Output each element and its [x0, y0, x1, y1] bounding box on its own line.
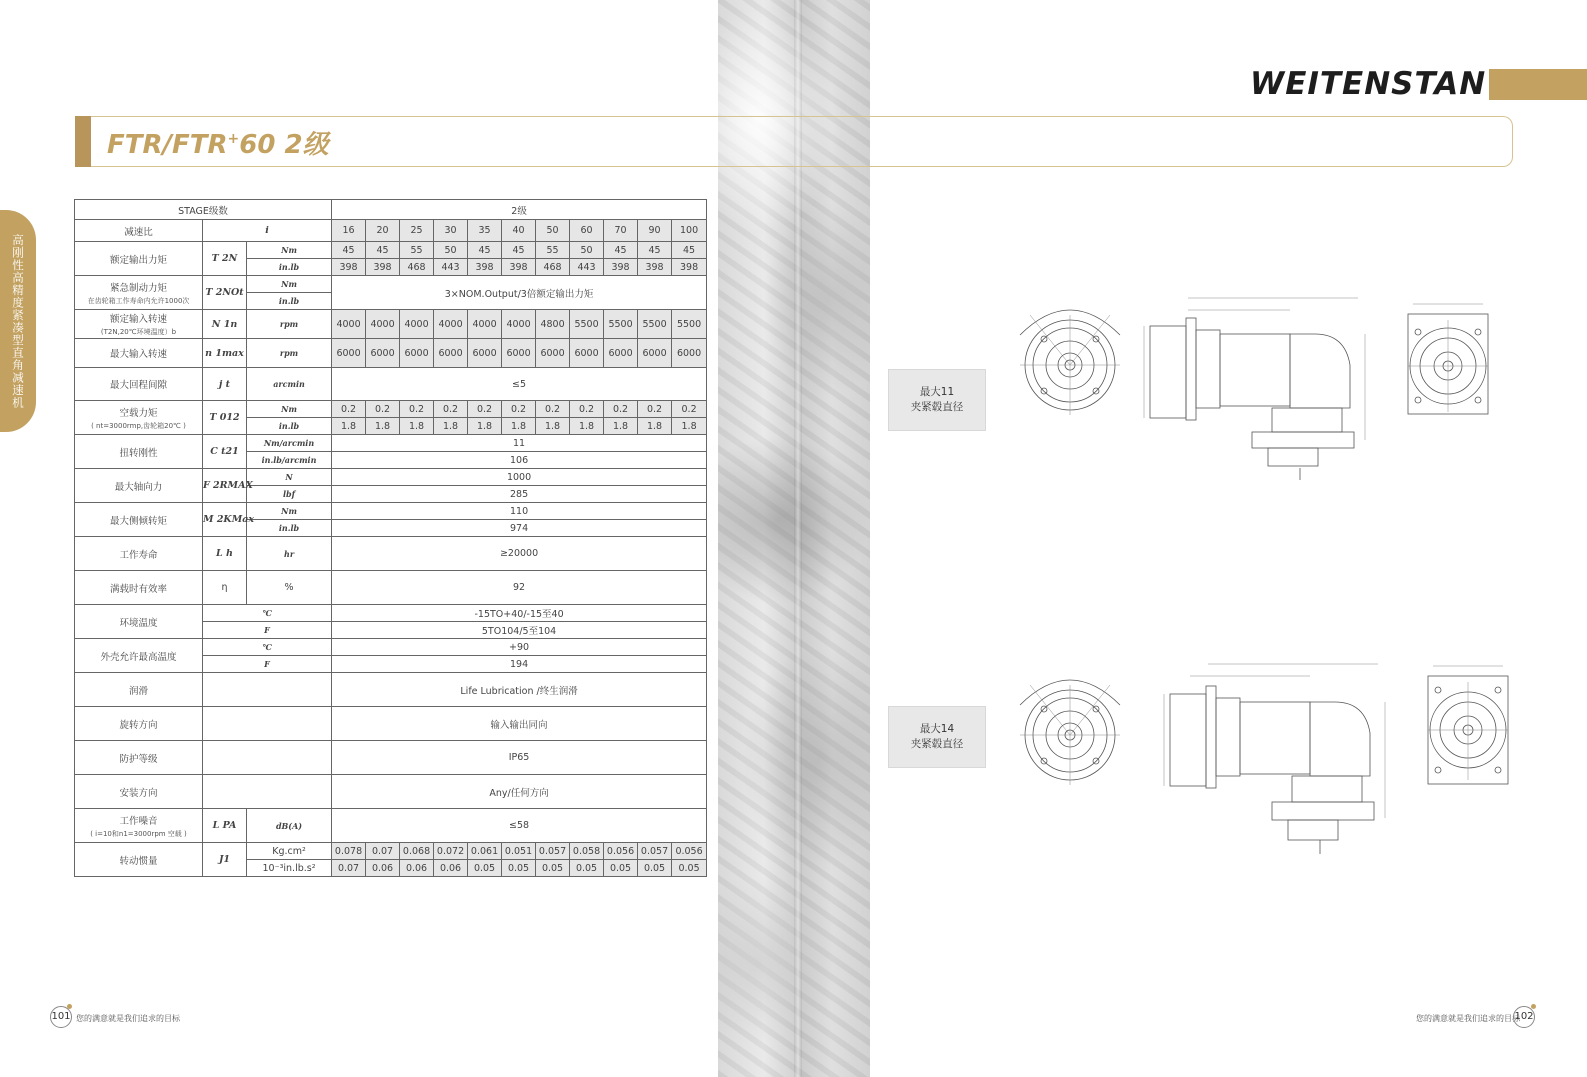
- backlash-symbol: j t: [203, 368, 247, 401]
- torque-inlb-cell: 398: [332, 259, 366, 276]
- unit-cell: rpm: [247, 310, 332, 339]
- clamp-max-size: 最大14: [919, 723, 955, 735]
- ratio-cell: 35: [468, 220, 502, 242]
- empty-cell: [203, 741, 332, 775]
- max-speed-symbol: n 1max: [203, 339, 247, 368]
- ratio-cell: 70: [604, 220, 638, 242]
- inertia-inlb-cell: 0.05: [604, 860, 638, 877]
- no-load-torque-note: ( nt=3000rmp,齿轮箱20℃ ): [91, 421, 186, 430]
- torque-inlb-cell: 443: [570, 259, 604, 276]
- unit-cell: dB(A): [247, 809, 332, 843]
- torque-nm-cell: 50: [570, 242, 604, 259]
- inertia-kg-cell: 0.056: [672, 843, 707, 860]
- table-row: [75, 200, 707, 220]
- flange-front-view-drawing: [1010, 665, 1130, 805]
- rated-speed-cell: 4000: [400, 310, 434, 339]
- stage-value: 2级: [332, 200, 707, 220]
- clamp-caption: 夹紧毂直径: [910, 401, 964, 413]
- title-accent: [75, 116, 91, 167]
- inertia-kg-cell: 0.058: [570, 843, 604, 860]
- inertia-kg-cell: 0.068: [400, 843, 434, 860]
- footer-slogan-left: 您的满意就是我们追求的目标: [76, 1014, 180, 1023]
- rotation-label: 旋转方向: [75, 707, 203, 741]
- unit-cell: Nm: [247, 503, 332, 520]
- unit-cell: F: [203, 622, 332, 639]
- title-model: FTR/FTR: [107, 130, 228, 160]
- no-load-torque-symbol: T 012: [203, 401, 247, 435]
- flange-rear-view-drawing: [1418, 662, 1518, 802]
- unit-cell: in.lb: [247, 259, 332, 276]
- unit-cell: Nm: [247, 401, 332, 418]
- unit-cell: Nm: [247, 276, 332, 293]
- inertia-kg-cell: 0.07: [366, 843, 400, 860]
- clamp-hub-label-11: [888, 369, 986, 431]
- stiffness-value-1: 11: [332, 435, 707, 452]
- axial-force-symbol: F 2RMAX: [203, 469, 247, 503]
- stiffness-symbol: C t21: [203, 435, 247, 469]
- no-load-nm-cell: 0.2: [468, 401, 502, 418]
- protection-label: 防护等级: [75, 741, 203, 775]
- unit-cell: ℃: [203, 639, 332, 656]
- emergency-torque-label: [75, 276, 203, 310]
- unit-cell: lbf: [247, 486, 332, 503]
- ratio-cell: 25: [400, 220, 434, 242]
- inertia-inlb-cell: 0.06: [366, 860, 400, 877]
- table-row: [75, 843, 707, 860]
- rated-speed-cell: 4000: [468, 310, 502, 339]
- lubrication-value: Life Lubrication /终生润滑: [332, 673, 707, 707]
- table-row: [75, 639, 707, 656]
- tilting-moment-value-1: 110: [332, 503, 707, 520]
- unit-cell: in.lb: [247, 293, 332, 310]
- stage-label: STAGE级数: [75, 200, 332, 220]
- rated-torque-symbol: T 2N: [203, 242, 247, 276]
- no-load-inlb-cell: 1.8: [672, 418, 707, 435]
- max-speed-cell: 6000: [570, 339, 604, 368]
- torque-inlb-cell: 398: [604, 259, 638, 276]
- table-row: [75, 503, 707, 520]
- ratio-cell: 16: [332, 220, 366, 242]
- torque-inlb-cell: 443: [434, 259, 468, 276]
- side-tab-label: 高刚性高精度紧凑型直角减速机: [11, 233, 25, 409]
- no-load-inlb-cell: 1.8: [434, 418, 468, 435]
- inertia-inlb-cell: 0.05: [570, 860, 604, 877]
- torque-inlb-cell: 398: [672, 259, 707, 276]
- table-row: [75, 368, 707, 401]
- ratio-label: 减速比: [75, 220, 203, 242]
- noise-value: ≤58: [332, 809, 707, 843]
- brand-logo: WEITENSTAN: [1250, 66, 1487, 102]
- table-row: [75, 537, 707, 571]
- torque-nm-cell: 55: [400, 242, 434, 259]
- no-load-inlb-cell: 1.8: [468, 418, 502, 435]
- max-speed-cell: 6000: [366, 339, 400, 368]
- lubrication-label: 润滑: [75, 673, 203, 707]
- table-row: [75, 435, 707, 452]
- unit-cell: F: [203, 656, 332, 673]
- no-load-nm-cell: 0.2: [536, 401, 570, 418]
- unit-cell: Nm/arcmin: [247, 435, 332, 452]
- empty-cell: [203, 673, 332, 707]
- no-load-torque-label: [75, 401, 203, 435]
- title-sup: +: [227, 131, 240, 147]
- mounting-label: 安装方向: [75, 775, 203, 809]
- no-load-torque-title: 空载力矩: [119, 407, 158, 419]
- rated-speed-cell: 4800: [536, 310, 570, 339]
- table-row: [75, 809, 707, 843]
- emergency-torque-symbol: T 2NOt: [203, 276, 247, 310]
- torque-inlb-cell: 468: [400, 259, 434, 276]
- flange-rear-view-drawing: [1398, 300, 1498, 420]
- ratio-cell: 90: [638, 220, 672, 242]
- tilting-moment-symbol: M 2KMax: [203, 503, 247, 537]
- inertia-inlb-cell: 0.07: [332, 860, 366, 877]
- inertia-inlb-cell: 0.06: [400, 860, 434, 877]
- table-row: [75, 401, 707, 418]
- inertia-kg-cell: 0.056: [604, 843, 638, 860]
- max-speed-cell: 6000: [672, 339, 707, 368]
- noise-label: [75, 809, 203, 843]
- inertia-inlb-cell: 0.05: [638, 860, 672, 877]
- ratio-cell: 100: [672, 220, 707, 242]
- inertia-label: 转动惯量: [75, 843, 203, 877]
- ambient-temp-value-1: -15TO+40/-15至40: [332, 605, 707, 622]
- unit-cell: ℃: [203, 605, 332, 622]
- ratio-cell: 40: [502, 220, 536, 242]
- table-row: [75, 242, 707, 259]
- ratio-cell: 60: [570, 220, 604, 242]
- backlash-label: 最大回程间隙: [75, 368, 203, 401]
- no-load-nm-cell: 0.2: [638, 401, 672, 418]
- max-speed-cell: 6000: [468, 339, 502, 368]
- inertia-inlb-cell: 0.05: [536, 860, 570, 877]
- no-load-nm-cell: 0.2: [366, 401, 400, 418]
- rated-torque-label: 额定输出力矩: [75, 242, 203, 276]
- rotation-value: 输入输出同向: [332, 707, 707, 741]
- inertia-inlb-cell: 0.05: [672, 860, 707, 877]
- footer-slogan-right: 您的满意就是我们追求的目标: [1416, 1014, 1520, 1023]
- rated-speed-cell: 4000: [366, 310, 400, 339]
- axial-force-value-2: 285: [332, 486, 707, 503]
- table-row: [75, 741, 707, 775]
- rated-speed-cell: 5500: [604, 310, 638, 339]
- backlash-value: ≤5: [332, 368, 707, 401]
- torque-nm-cell: 45: [672, 242, 707, 259]
- ratio-cell: 50: [536, 220, 570, 242]
- torque-inlb-cell: 398: [366, 259, 400, 276]
- emergency-torque-title: 紧急制动力矩: [109, 282, 167, 294]
- no-load-nm-cell: 0.2: [672, 401, 707, 418]
- max-speed-cell: 6000: [434, 339, 468, 368]
- efficiency-label: 满载时有效率: [75, 571, 203, 605]
- no-load-inlb-cell: 1.8: [366, 418, 400, 435]
- spec-table: [74, 199, 707, 877]
- no-load-inlb-cell: 1.8: [604, 418, 638, 435]
- axial-force-value-1: 1000: [332, 469, 707, 486]
- torque-nm-cell: 45: [332, 242, 366, 259]
- noise-title: 工作噪音: [119, 815, 158, 827]
- flange-front-view-drawing: [1010, 295, 1130, 435]
- ambient-temp-value-2: 5TO104/5至104: [332, 622, 707, 639]
- no-load-inlb-cell: 1.8: [536, 418, 570, 435]
- inertia-kg-cell: 0.051: [502, 843, 536, 860]
- clamp-caption: 夹紧毂直径: [910, 738, 964, 750]
- efficiency-symbol: η: [203, 571, 247, 605]
- mounting-value: Any/任何方向: [332, 775, 707, 809]
- ratio-cell: 20: [366, 220, 400, 242]
- max-housing-temp-value-2: 194: [332, 656, 707, 673]
- emergency-torque-note: 在齿轮箱工作寿命内允许1000次: [87, 296, 190, 305]
- inertia-kg-cell: 0.078: [332, 843, 366, 860]
- inertia-inlb-cell: 0.06: [434, 860, 468, 877]
- page-number-dot: [1531, 1004, 1536, 1009]
- no-load-inlb-cell: 1.8: [502, 418, 536, 435]
- stiffness-label: 扭转刚性: [75, 435, 203, 469]
- side-category-tab: [0, 210, 36, 432]
- no-load-nm-cell: 0.2: [570, 401, 604, 418]
- torque-nm-cell: 55: [536, 242, 570, 259]
- table-row: [75, 571, 707, 605]
- max-speed-label: 最大输入转速: [75, 339, 203, 368]
- unit-cell: in.lb: [247, 418, 332, 435]
- ratio-cell: 30: [434, 220, 468, 242]
- inertia-kg-cell: 0.061: [468, 843, 502, 860]
- inertia-inlb-cell: 0.05: [468, 860, 502, 877]
- axial-force-label: 最大轴向力: [75, 469, 203, 503]
- side-section-drawing: [1140, 290, 1380, 480]
- table-row: [75, 707, 707, 741]
- title-rest: 60 2级: [239, 130, 329, 160]
- table-row: [75, 469, 707, 486]
- table-row: [75, 339, 707, 368]
- max-speed-cell: 6000: [400, 339, 434, 368]
- clamp-max-size: 最大11: [919, 386, 955, 398]
- torque-nm-cell: 45: [604, 242, 638, 259]
- life-symbol: L h: [203, 537, 247, 571]
- rated-speed-note: (T2N,20℃环境温度）b: [100, 328, 177, 336]
- page-number-left: 101: [50, 1006, 72, 1028]
- torque-inlb-cell: 468: [536, 259, 570, 276]
- stiffness-value-2: 106: [332, 452, 707, 469]
- efficiency-value: 92: [332, 571, 707, 605]
- table-row: [75, 220, 707, 242]
- rated-speed-cell: 5500: [638, 310, 672, 339]
- table-row: [75, 775, 707, 809]
- table-row: [75, 310, 707, 339]
- max-housing-temp-label: 外壳允许最高温度: [75, 639, 203, 673]
- table-row: [75, 276, 707, 293]
- torque-inlb-cell: 398: [638, 259, 672, 276]
- torque-inlb-cell: 398: [502, 259, 536, 276]
- no-load-inlb-cell: 1.8: [400, 418, 434, 435]
- inertia-symbol: J1: [203, 843, 247, 877]
- inertia-kg-cell: 0.057: [536, 843, 570, 860]
- side-section-drawing: [1160, 658, 1400, 858]
- life-value: ≥20000: [332, 537, 707, 571]
- max-housing-temp-value-1: +90: [332, 639, 707, 656]
- rated-speed-cell: 4000: [502, 310, 536, 339]
- unit-cell: Nm: [247, 242, 332, 259]
- torque-nm-cell: 45: [366, 242, 400, 259]
- no-load-nm-cell: 0.2: [502, 401, 536, 418]
- rated-speed-label: [75, 310, 203, 339]
- no-load-nm-cell: 0.2: [400, 401, 434, 418]
- tilting-moment-label: 最大侧倾转矩: [75, 503, 203, 537]
- table-row: [75, 605, 707, 622]
- unit-cell: 10⁻³in.lb.s²: [247, 860, 332, 877]
- unit-cell: rpm: [247, 339, 332, 368]
- torque-nm-cell: 50: [434, 242, 468, 259]
- unit-cell: hr: [247, 537, 332, 571]
- unit-cell: in.lb: [247, 520, 332, 537]
- rated-speed-cell: 5500: [672, 310, 707, 339]
- max-speed-cell: 6000: [502, 339, 536, 368]
- clamp-hub-label-14: [888, 706, 986, 768]
- ambient-temp-label: 环境温度: [75, 605, 203, 639]
- emergency-torque-value: 3×NOM.Output/3倍额定输出力矩: [332, 276, 707, 310]
- tilting-moment-value-2: 974: [332, 520, 707, 537]
- inertia-kg-cell: 0.072: [434, 843, 468, 860]
- rated-speed-cell: 4000: [434, 310, 468, 339]
- noise-symbol: L PA: [203, 809, 247, 843]
- unit-cell: arcmin: [247, 368, 332, 401]
- max-speed-cell: 6000: [638, 339, 672, 368]
- no-load-nm-cell: 0.2: [434, 401, 468, 418]
- max-speed-cell: 6000: [332, 339, 366, 368]
- inertia-kg-cell: 0.057: [638, 843, 672, 860]
- page-number-dot: [67, 1004, 72, 1009]
- empty-cell: [203, 707, 332, 741]
- torque-nm-cell: 45: [638, 242, 672, 259]
- unit-cell: Kg.cm²: [247, 843, 332, 860]
- no-load-inlb-cell: 1.8: [570, 418, 604, 435]
- no-load-nm-cell: 0.2: [332, 401, 366, 418]
- page-title: [107, 124, 329, 161]
- noise-note: ( i=10和n1=3000rpm 空载 ): [90, 829, 187, 838]
- no-load-inlb-cell: 1.8: [332, 418, 366, 435]
- inertia-inlb-cell: 0.05: [502, 860, 536, 877]
- ratio-symbol: i: [203, 220, 332, 242]
- rated-speed-symbol: N 1n: [203, 310, 247, 339]
- rated-speed-cell: 4000: [332, 310, 366, 339]
- max-speed-cell: 6000: [604, 339, 638, 368]
- rated-speed-cell: 5500: [570, 310, 604, 339]
- no-load-nm-cell: 0.2: [604, 401, 638, 418]
- max-speed-cell: 6000: [536, 339, 570, 368]
- rated-speed-title: 额定输入转速: [109, 314, 167, 325]
- logo-accent-bar: [1489, 69, 1587, 100]
- torque-nm-cell: 45: [468, 242, 502, 259]
- protection-value: IP65: [332, 741, 707, 775]
- unit-cell: in.lb/arcmin: [247, 452, 332, 469]
- empty-cell: [203, 775, 332, 809]
- unit-cell: N: [247, 469, 332, 486]
- life-label: 工作寿命: [75, 537, 203, 571]
- no-load-inlb-cell: 1.8: [638, 418, 672, 435]
- torque-inlb-cell: 398: [468, 259, 502, 276]
- table-row: [75, 673, 707, 707]
- page-number-right: 102: [1513, 1006, 1535, 1028]
- unit-cell: %: [247, 571, 332, 605]
- torque-nm-cell: 45: [502, 242, 536, 259]
